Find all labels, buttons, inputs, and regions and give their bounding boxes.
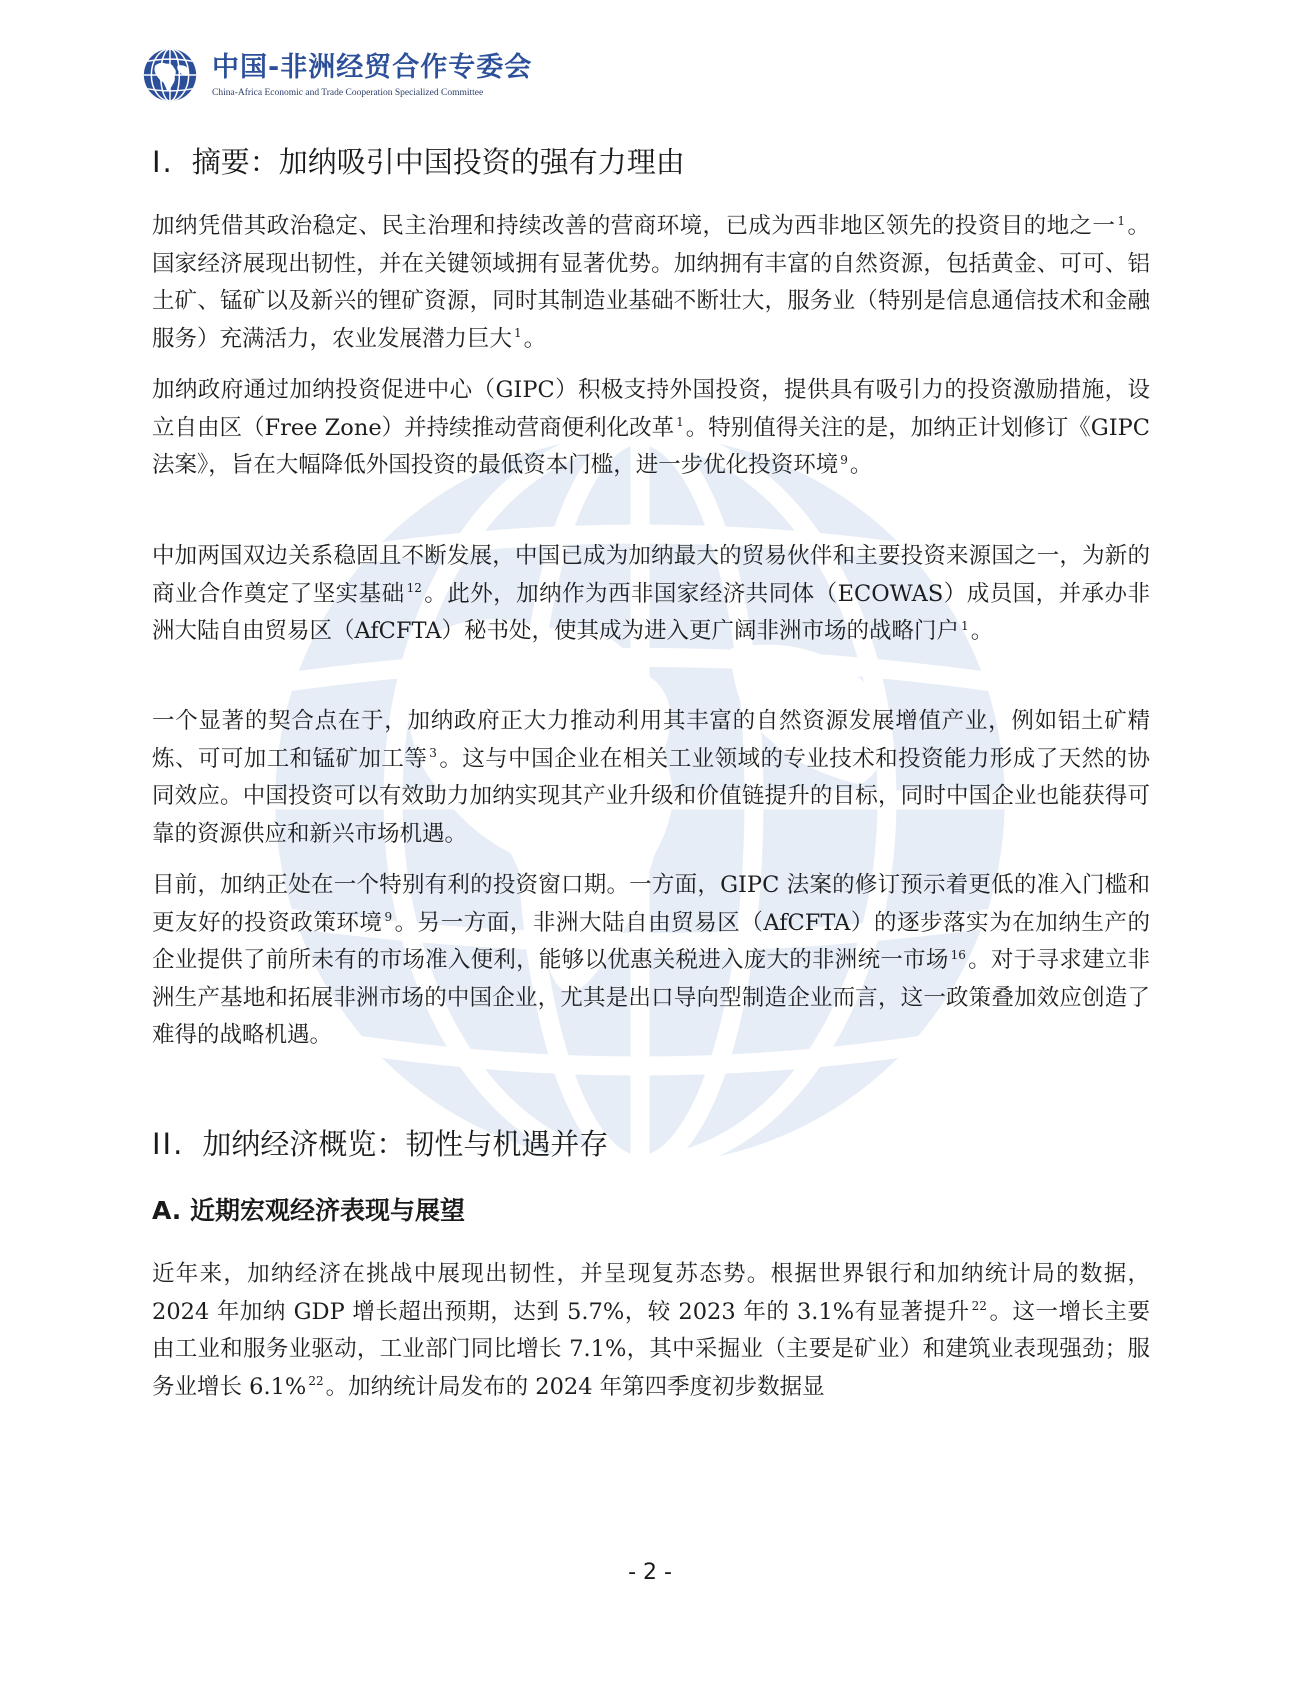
text-run: 加纳凭借其政治稳定、民主治理和持续改善的营商环境，已成为西非地区领先的投资目的地之一 — [152, 213, 1116, 239]
globe-logo-icon — [142, 47, 198, 103]
text-run: 。 — [523, 325, 547, 352]
text-run: 。这一增长主要由工业和服务业驱动，工业部门同比增长 7.1%，其中采掘业（主要是矿业）和建筑业表现强劲；服务业增长 6.1% — [152, 1298, 1150, 1400]
text-run: 近年来，加纳经济在挑战中展现出韧性，并呈现复苏态势。根据世界银行和加纳统计局的数据，2024 年加纳 GDP 增长超出预期，达到 5.7%，较 2023 年的 3.1%有显著提升 — [152, 1261, 1150, 1325]
citation-superscript: 16 — [950, 947, 966, 962]
citation-superscript: 1 — [676, 415, 684, 429]
paragraph — [152, 1256, 1150, 1406]
citation-superscript: 22 — [308, 1374, 324, 1388]
section-1-heading — [152, 142, 685, 182]
citation-superscript: 1 — [514, 326, 522, 340]
citation-superscript: 12 — [406, 581, 422, 595]
text-run: 。 — [970, 618, 994, 644]
org-brand — [212, 51, 532, 100]
page-header — [142, 44, 532, 106]
org-name-en: China-Africa Economic and Trade Cooperation Specialized Committee — [212, 87, 484, 98]
text-run: 。 — [849, 452, 873, 478]
paragraph — [152, 538, 1150, 651]
text-run: 。加纳统计局发布的 2024 年第四季度初步数据显 — [325, 1373, 825, 1400]
citation-superscript: 22 — [971, 1299, 987, 1313]
org-name-cn: 中国-非洲经贸合作专委会 — [212, 51, 533, 83]
section-2-title: 加纳经济概览：韧性与机遇并存 — [202, 1127, 609, 1161]
section-2-heading — [152, 1124, 608, 1164]
paragraph — [152, 703, 1150, 853]
paragraph — [152, 372, 1150, 485]
citation-superscript: 3 — [429, 746, 437, 760]
text-run: 加纳政府通过加纳投资促进中心（GIPC）积极支持外国投资，提供具有吸引力的投资激励措施，设立自由区（Free Zone）并持续推动营商便利化改革 — [152, 377, 1150, 441]
text-run: 。国家经济展现出韧性，并在关键领域拥有显著优势。加纳拥有丰富的自然资源，包括黄金、可可、铝土矿、锰矿以及新兴的锂矿资源，同时其制造业基础不断壮大，服务业（特别是信息通信技术和金融服务）充满活力，农业发展潜力巨大 — [152, 213, 1150, 352]
text-run: 。特别值得关注的是，加纳正计划修订《GIPC 法案》，旨在大幅降低外国投资的最低资本门槛，进一步优化投资环境 — [152, 414, 1150, 478]
citation-superscript: 1 — [1117, 213, 1126, 228]
paragraph — [152, 867, 1150, 1055]
subsection-a-heading: A. 近期宏观经济表现与展望 — [152, 1196, 466, 1225]
section-2-number: II. — [152, 1127, 185, 1161]
page-number: - 2 - — [628, 1560, 672, 1585]
paragraph — [152, 208, 1150, 358]
text-run: 。这与中国企业在相关工业领域的专业技术和投资能力形成了天然的协同效应。中国投资可以有效助力加纳实现其产业升级和价值链提升的目标，同时中国企业也能获得可靠的资源供应和新兴市场机遇。 — [152, 745, 1150, 847]
citation-superscript: 9 — [840, 452, 848, 467]
text-run: 目前，加纳正处在一个特别有利的投资窗口期。一方面，GIPC 法案的修订预示着更低的准入门槛和更友好的投资政策环境 — [152, 872, 1150, 936]
section-1-number: I. — [152, 145, 174, 179]
section-1-title: 摘要：加纳吸引中国投资的强有力理由 — [191, 145, 685, 179]
citation-superscript: 9 — [384, 910, 393, 924]
text-run: 中加两国双边关系稳固且不断发展，中国已成为加纳最大的贸易伙伴和主要投资来源国之一，为新的商业合作奠定了坚实基础 — [152, 543, 1150, 607]
citation-superscript: 1 — [961, 618, 969, 633]
text-run: 。对于寻求建立非洲生产基地和拓展非洲市场的中国企业，尤其是出口导向型制造企业而言，这一政策叠加效应创造了难得的战略机遇。 — [152, 947, 1150, 1048]
text-run: 一个显著的契合点在于，加纳政府正大力推动利用其丰富的自然资源发展增值产业，例如铝土矿精炼、可可加工和锰矿加工等 — [152, 708, 1150, 772]
text-run: 。另一方面，非洲大陆自由贸易区（AfCFTA）的逐步落实为在加纳生产的企业提供了前所未有的市场准入便利，能够以优惠关税进入庞大的非洲统一市场 — [152, 909, 1150, 973]
text-run: 。此外，加纳作为西非国家经济共同体（ECOWAS）成员国，并承办非洲大陆自由贸易区（AfCFTA）秘书处，使其成为进入更广阔非洲市场的战略门户 — [152, 580, 1150, 644]
